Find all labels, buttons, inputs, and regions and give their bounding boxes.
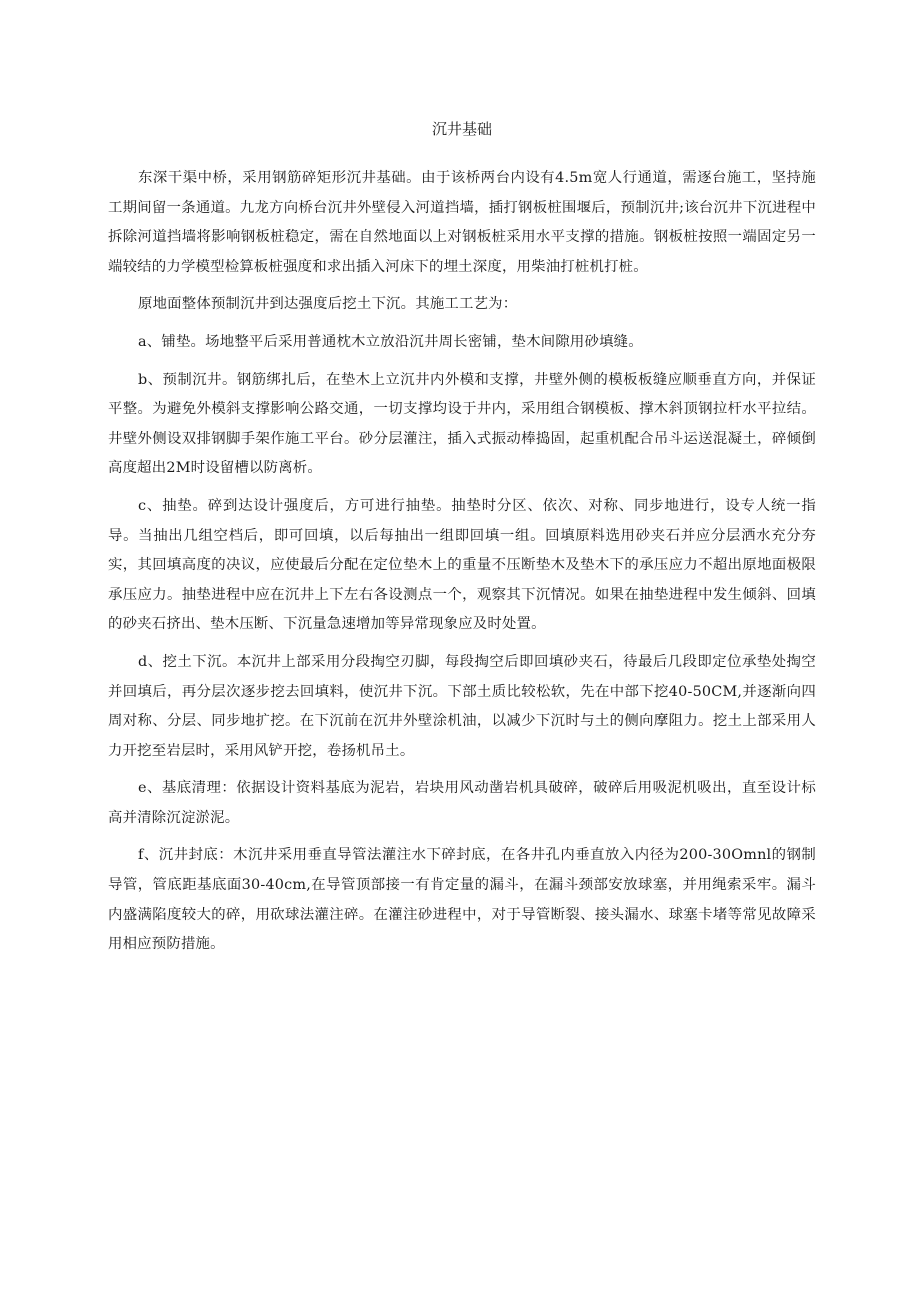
paragraph-step-f: f、沉井封底：木沉井采用垂直导管法灌注水下碎封底，在各井孔内垂直放入内径为200-30Omnl的钢制导管，管底距基底面30-40cm,在导管顶部接一有肯定量的漏斗，在漏斗颈部安放球塞，并用绳索采牢。漏斗内盛满陷度较大的碎，用砍球法灌注碎。在灌注砂进程中，对于导管断裂、接头漏水、球塞卡堵等常见故障采用相应预防措施。 bbox=[108, 847, 816, 953]
document-page bbox=[108, 118, 816, 968]
document-title: 沉井基础 bbox=[431, 120, 492, 138]
paragraph-process-intro: 原地面整体预制沉井到达强度后挖土下沉。其施工工艺为： bbox=[138, 296, 518, 313]
paragraph-step-c: c、抽垫。碎到达设计强度后，方可进行抽垫。抽垫时分区、依次、对称、同步地进行，设专人统一指导。当抽出几组空档后，即可回填，以后每抽出一组即回填一组。回填原料选用砂夹石并应分层洒水充分夯实，其回填高度的决议，应使最后分配在定位垫木上的重量不压断垫木及垫木下的承压应力不超出原地面极限承压应力。抽垫进程中应在沉井上下左右各设测点一个，观察其下沉情况。如果在抽垫进程中发生倾斜、回填的砂夹石挤出、垫木压断、下沉量急速增加等异常现象应及时处置。 bbox=[108, 497, 816, 633]
paragraph-step-d: d、挖土下沉。本沉井上部采用分段掏空刃脚，每段掏空后即回填砂夹石，待最后几段即定位承垫处掏空并回填后，再分层次逐步挖去回填料，使沉井下沉。下部土质比较松软，先在中部下挖40-50CM,并逐渐向四周对称、分层、同步地扩挖。在下沉前在沉井外壁涂机油，以减少下沉时与土的侧向摩阻力。挖土上部采用人力开挖至岩层时，采用风铲开挖，卷扬机吊土。 bbox=[108, 653, 816, 759]
paragraph-intro: 东深干渠中桥，采用钢筋碎矩形沉井基础。由于该桥两台内设有4.5m宽人行通道，需逐台施工，坚持施工期间留一条通道。九龙方向桥台沉井外壁侵入河道挡墙，插打钢板桩围堰后，预制沉井;该台沉井下沉进程中拆除河道挡墙将影响钢板桩稳定，需在自然地面以上对钢板桩采用水平支撑的措施。钢板桩按照一端固定另一端较结的力学模型检算板桩强度和求出插入河床下的埋土深度，用柴油打桩机打桩。 bbox=[108, 170, 816, 275]
paragraph-step-a: a、铺垫。场地整平后采用普通枕木立放沿沉井周长密铺，垫木间隙用砂填缝。 bbox=[138, 333, 643, 350]
paragraph-step-e: e、基底清理：依据设计资料基底为泥岩，岩块用风动凿岩机具破碎，破碎后用吸泥机吸出，直至设计标高并清除沉淀淤泥。 bbox=[108, 780, 816, 826]
paragraph-step-b: b、预制沉井。钢筋绑扎后，在垫木上立沉井内外模和支撑，井壁外侧的模板板缝应顺垂直方向，并保证平整。为避免外模斜支撑影响公路交通，一切支撑均设于井内，采用组合钢模板、撑木斜顶钢拉杆水平拉结。井壁外侧设双排钢脚手架作施工平台。砂分层灌注，插入式振动棒捣固，起重机配合吊斗运送混凝土，碎倾倒高度超出2M时设留槽以防离析。 bbox=[108, 371, 816, 477]
